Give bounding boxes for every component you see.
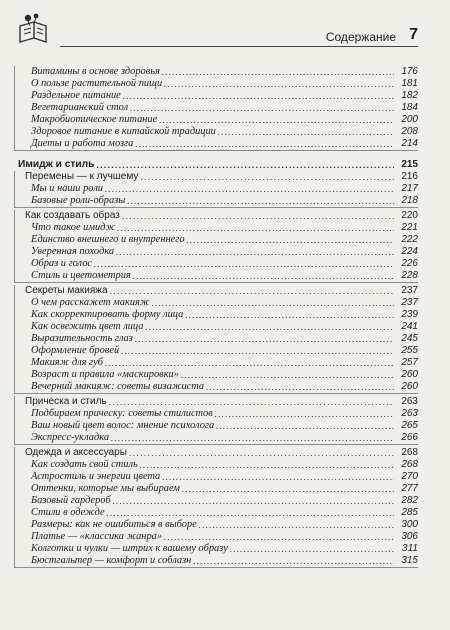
toc-entry-page: 270 xyxy=(401,471,418,482)
toc-entry xyxy=(15,432,418,444)
toc-entry-title: Единство внешнего и внутреннего xyxy=(31,234,185,245)
toc-entry-page: 257 xyxy=(401,357,418,368)
toc-entry-page: 237 xyxy=(401,285,418,296)
toc-entry-page: 311 xyxy=(402,543,418,554)
toc-entry xyxy=(15,270,418,282)
toc-entry-title: Возраст и правила «маскировки» xyxy=(31,369,179,380)
toc-entry-title: О пользе растительной пищи xyxy=(31,78,163,89)
toc-entry-page: 226 xyxy=(401,258,418,269)
toc-entry xyxy=(15,138,418,150)
toc-entry xyxy=(15,246,418,258)
toc-entry-title: Вегетарианский стол xyxy=(31,102,129,113)
toc-entry xyxy=(15,114,418,126)
toc-entry-title: Раздельное питание xyxy=(31,90,121,101)
toc-entry xyxy=(15,66,418,78)
toc-section-title: Прическа и стиль xyxy=(25,396,107,407)
toc-entry-page: 255 xyxy=(401,345,418,356)
toc-entry xyxy=(15,258,418,270)
table-of-contents xyxy=(14,66,418,570)
toc-entry xyxy=(15,555,418,567)
toc-entry xyxy=(15,507,418,519)
toc-entry-title: Диеты и работа мозга xyxy=(31,138,134,149)
toc-entry-title: Ваш новый цвет волос: мнение психолога xyxy=(31,420,215,431)
toc-entry-page: 184 xyxy=(401,102,418,113)
header-page-number: 7 xyxy=(409,26,418,43)
toc-entry-page: 215 xyxy=(401,159,418,170)
toc-entry-title: Как создать свой стиль xyxy=(31,459,138,470)
toc-group-hair xyxy=(14,396,418,445)
toc-entry xyxy=(15,297,418,309)
toc-entry-title: Стили в одежде xyxy=(31,507,105,518)
toc-entry-title: Оттенки, которые мы выбираем xyxy=(31,483,180,494)
toc-group-changes xyxy=(14,171,418,208)
toc-entry xyxy=(15,102,418,114)
toc-entry xyxy=(15,369,418,381)
toc-entry xyxy=(15,408,418,420)
toc-entry xyxy=(15,483,418,495)
toc-entry-title: Базовые роли-образы xyxy=(31,195,126,206)
toc-entry-page: 176 xyxy=(401,66,418,77)
toc-entry-page: 263 xyxy=(401,396,418,407)
toc-entry xyxy=(15,321,418,333)
toc-entry xyxy=(15,126,418,138)
toc-entry xyxy=(15,333,418,345)
toc-entry xyxy=(15,471,418,483)
toc-entry xyxy=(15,495,418,507)
toc-entry-title: О чем расскажет макияж xyxy=(31,297,150,308)
toc-entry xyxy=(15,309,418,321)
toc-entry-title: Размеры: как не ошибиться в выборе xyxy=(31,519,197,530)
toc-entry-page: 315 xyxy=(401,555,418,566)
toc-entry-page: 285 xyxy=(401,507,418,518)
toc-entry-page: 182 xyxy=(401,90,418,101)
toc-entry-page: 263 xyxy=(401,408,418,419)
toc-entry-title: Базовый гардероб xyxy=(31,495,111,506)
toc-entry-page: 221 xyxy=(401,222,418,233)
toc-entry-title: Стиль и цветометрия xyxy=(31,270,131,281)
toc-section xyxy=(15,171,418,183)
toc-entry-page: 237 xyxy=(401,297,418,308)
toc-entry-title: Подбираем прическу: советы стилистов xyxy=(31,408,213,419)
toc-group-nutrition xyxy=(14,66,418,151)
toc-entry xyxy=(15,345,418,357)
toc-section-title: Секреты макияжа xyxy=(25,285,108,296)
toc-section xyxy=(15,210,418,222)
toc-entry-page: 220 xyxy=(401,210,418,221)
toc-entry-page: 282 xyxy=(401,495,418,506)
toc-entry-title: Уверенная походка xyxy=(31,246,115,257)
toc-entry-title: Колготки и чулки — штрих к вашему образу xyxy=(31,543,228,554)
toc-entry xyxy=(15,420,418,432)
toc-entry-page: 277 xyxy=(401,483,418,494)
toc-section-title: Как создавать образ xyxy=(25,210,120,221)
toc-entry-page: 217 xyxy=(401,183,418,194)
toc-entry xyxy=(15,519,418,531)
toc-section xyxy=(15,396,418,408)
toc-entry-title: Как освежить цвет лица xyxy=(31,321,144,332)
toc-chapter-title: Имидж и стиль xyxy=(18,159,95,170)
toc-entry-page: 300 xyxy=(401,519,418,530)
toc-entry-page: 214 xyxy=(401,138,418,149)
toc-entry-page: 268 xyxy=(401,447,418,458)
toc-entry xyxy=(15,78,418,90)
toc-entry-title: Витамины в основе здоровья xyxy=(31,66,160,77)
toc-entry-page: 218 xyxy=(401,195,418,206)
toc-section xyxy=(15,285,418,297)
toc-entry-page: 265 xyxy=(401,420,418,431)
toc-entry xyxy=(15,234,418,246)
toc-entry-title: Макробиотическое питание xyxy=(31,114,158,125)
toc-entry-page: 208 xyxy=(401,126,418,137)
toc-entry-page: 239 xyxy=(401,309,418,320)
toc-entry-title: Здоровое питание в китайской традиции xyxy=(31,126,216,137)
toc-group-makeup xyxy=(14,285,418,394)
toc-chapter xyxy=(14,159,418,171)
toc-entry-page: 181 xyxy=(401,78,418,89)
toc-entry-page: 216 xyxy=(401,171,418,182)
toc-entry-page: 200 xyxy=(401,114,418,125)
toc-entry-page: 224 xyxy=(401,246,418,257)
toc-entry-title: Как скорректировать форму лица xyxy=(31,309,184,320)
toc-entry-title: Мы и наши роли xyxy=(31,183,103,194)
header-rule xyxy=(60,46,418,47)
toc-entry-page: 228 xyxy=(401,270,418,281)
header-title: Содержание xyxy=(325,30,396,44)
toc-group-clothing xyxy=(14,447,418,568)
toc-entry xyxy=(15,222,418,234)
toc-entry xyxy=(15,381,418,393)
toc-entry-page: 241 xyxy=(401,321,418,332)
page-header xyxy=(30,27,418,47)
toc-entry-page: 260 xyxy=(401,369,418,380)
toc-entry-page: 266 xyxy=(401,432,418,443)
toc-entry xyxy=(15,357,418,369)
toc-entry-title: Вечерний макияж: советы визажиста xyxy=(31,381,205,392)
toc-section-title: Одежда и аксессуары xyxy=(25,447,127,458)
toc-entry xyxy=(15,531,418,543)
toc-entry xyxy=(15,90,418,102)
toc-entry-title: Бюстгальтер — комфорт и соблазн xyxy=(31,555,192,566)
toc-entry-title: Астростиль и энергии цвета xyxy=(31,471,161,482)
toc-section-title: Перемены — к лучшему xyxy=(25,171,139,182)
toc-entry-page: 222 xyxy=(401,234,418,245)
toc-entry xyxy=(15,195,418,207)
toc-entry-title: Выразительность глаз xyxy=(31,333,133,344)
toc-entry-title: Оформление бровей xyxy=(31,345,120,356)
toc-entry-page: 260 xyxy=(401,381,418,392)
toc-entry xyxy=(15,183,418,195)
toc-group-image xyxy=(14,210,418,283)
toc-entry xyxy=(15,459,418,471)
toc-entry-title: Что такое имидж xyxy=(31,222,116,233)
toc-entry-title: Макияж для губ xyxy=(31,357,103,368)
toc-entry xyxy=(15,543,418,555)
toc-entry-page: 268 xyxy=(401,459,418,470)
toc-entry-title: Платье — «классика жанра» xyxy=(31,531,163,542)
toc-entry-page: 306 xyxy=(401,531,418,542)
toc-entry-title: Экспресс-укладка xyxy=(31,432,110,443)
toc-entry-title: Образ и голос xyxy=(31,258,93,269)
toc-entry-page: 245 xyxy=(401,333,418,344)
toc-section xyxy=(15,447,418,459)
